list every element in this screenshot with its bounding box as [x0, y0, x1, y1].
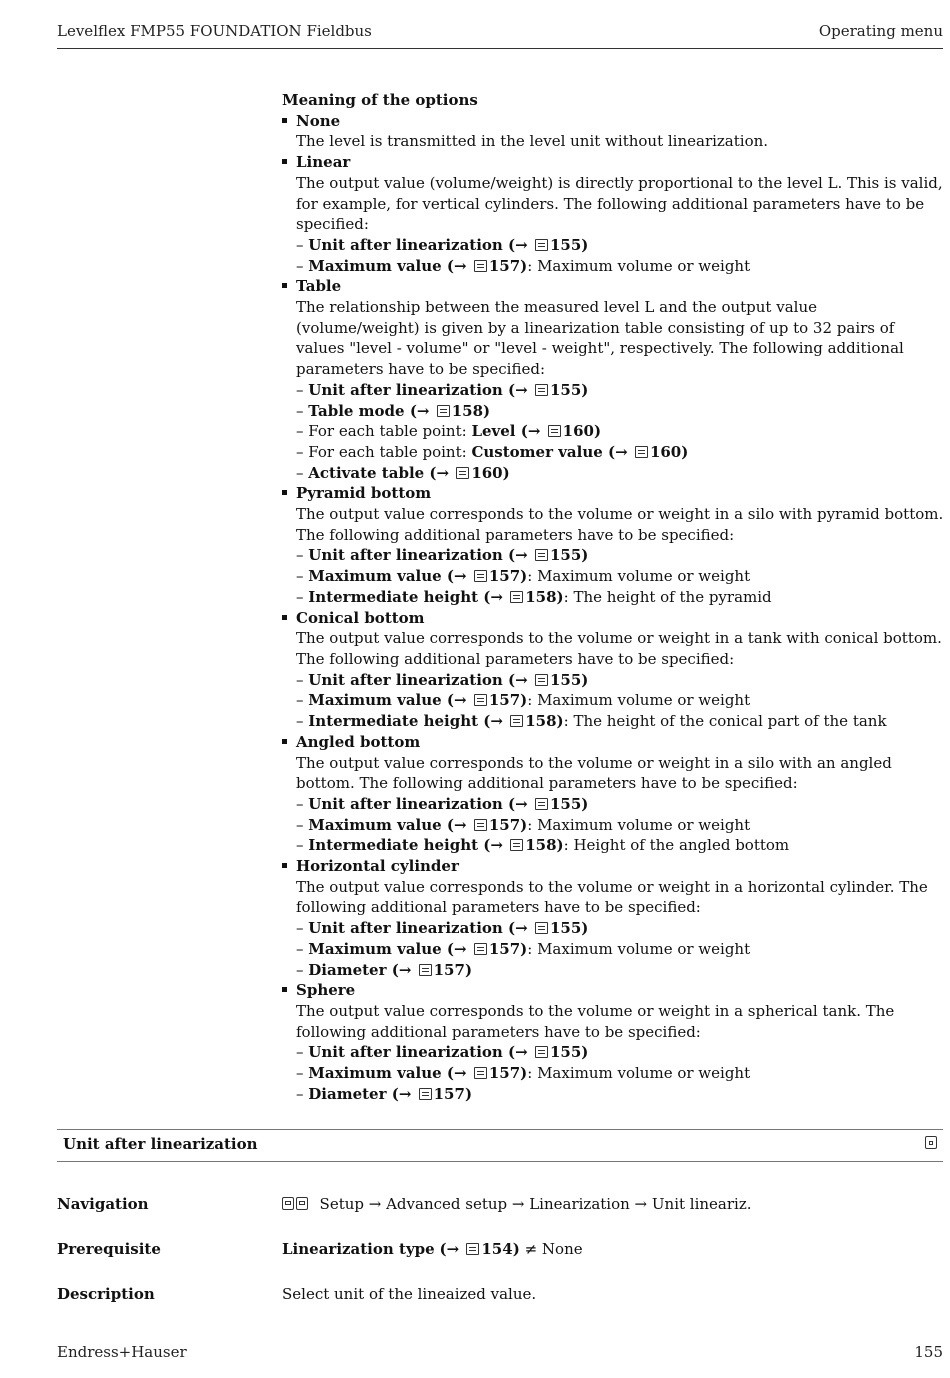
- option-description: The output value corresponds to the volume or weight in a silo with an angled bottom. The following additional parameters have to be specified:: [296, 753, 892, 793]
- page-ref-icon: [419, 1088, 432, 1100]
- option-name: Conical bottom: [296, 608, 425, 627]
- page-ref[interactable]: 158: [525, 712, 557, 731]
- prerequisite-label: Prerequisite: [57, 1240, 161, 1258]
- page-ref[interactable]: 157: [433, 960, 465, 979]
- page-ref[interactable]: 157: [488, 256, 521, 275]
- lock-icon: [925, 1136, 937, 1149]
- parameter-ref: – Unit after linearization (→ 155): [296, 794, 589, 813]
- page-ref-icon: [548, 425, 561, 437]
- options-heading: Meaning of the options: [282, 91, 478, 109]
- parameter-ref: – For each table point: Level (→ 160): [296, 422, 602, 441]
- page-ref-icon: [510, 839, 523, 851]
- page-ref-icon: [419, 964, 432, 976]
- header-section: Operating menu: [818, 22, 943, 40]
- parameter-name: Maximum value: [308, 691, 442, 710]
- bullet-icon: [282, 863, 287, 868]
- section-divider-bottom: [57, 1161, 943, 1162]
- parameter-note: : Maximum volume or weight: [527, 256, 751, 275]
- navigation-label: Navigation: [57, 1195, 149, 1213]
- parameter-ref: – Unit after linearization (→ 155): [296, 380, 589, 399]
- parameter-name: Unit after linearization: [308, 919, 503, 938]
- section-title: Unit after linearization: [63, 1135, 258, 1153]
- prerequisite-condition: ≠ None: [524, 1240, 583, 1258]
- parameter-name: Unit after linearization: [308, 1043, 503, 1062]
- page-ref-icon: [535, 549, 548, 561]
- footer-brand: Endress+Hauser: [57, 1343, 187, 1361]
- description-label: Description: [57, 1285, 155, 1303]
- page-ref-icon: [510, 715, 523, 727]
- page-ref[interactable]: 160: [471, 463, 503, 482]
- parameter-name: Activate table: [308, 463, 425, 482]
- header-title: Levelflex FMP55 FOUNDATION Fieldbus: [57, 22, 372, 40]
- parameter-ref: – Unit after linearization (→ 155): [296, 546, 589, 565]
- option-name: Linear: [296, 153, 351, 172]
- option-item: [282, 732, 944, 856]
- option-name: Horizontal cylinder: [296, 857, 459, 876]
- parameter-name: Maximum value: [308, 1064, 442, 1083]
- prerequisite-param: Linearization type: [282, 1240, 435, 1258]
- parameter-name: Intermediate height: [308, 836, 479, 855]
- parameter-name: Unit after linearization: [308, 794, 503, 813]
- option-description: The output value (volume/weight) is directly proportional to the level L. This is valid, for example, for vertical cylinders. The following additional parameters have to be specified:: [296, 173, 943, 234]
- parameter-name: Intermediate height: [308, 712, 479, 731]
- page-ref[interactable]: 160: [649, 442, 682, 461]
- parameter-note: : Maximum volume or weight: [527, 691, 751, 710]
- navigation-path: Setup → Advanced setup → Linearization → Unit lineariz.: [319, 1195, 752, 1213]
- option-item: [282, 980, 944, 1104]
- parameter-ref: – Maximum value (→ 157): Maximum volume or weight: [296, 256, 751, 275]
- page-ref[interactable]: 157: [433, 1084, 465, 1103]
- options-list: [282, 90, 944, 1104]
- page-ref[interactable]: 155: [549, 546, 582, 565]
- page-ref[interactable]: 155: [549, 235, 582, 254]
- parameter-ref: – Unit after linearization (→ 155): [296, 235, 589, 254]
- page-ref-icon: [535, 922, 548, 934]
- parameter-ref: – Maximum value (→ 157): Maximum volume or weight: [296, 567, 751, 586]
- parameter-name: Maximum value: [308, 939, 442, 958]
- parameter-ref: – Intermediate height (→ 158): Height of the angled bottom: [296, 836, 790, 855]
- page-ref[interactable]: 155: [549, 1043, 582, 1062]
- option-name: Sphere: [296, 981, 356, 1000]
- option-item: [282, 856, 944, 980]
- page-ref-icon: [635, 446, 648, 458]
- parameter-note: : Maximum volume or weight: [527, 567, 751, 586]
- bullet-icon: [282, 283, 287, 288]
- page-ref-icon: [466, 1243, 479, 1255]
- option-item: [282, 276, 944, 483]
- option-description: The relationship between the measured level L and the output value (volume/weight) is given by a linearization table consisting of up to 32 pairs of values "level - volume" or "level - weight", respectively. The following additional parameters have to be specified:: [296, 298, 904, 379]
- parameter-name: Level: [471, 422, 516, 441]
- page-ref[interactable]: 155: [549, 380, 582, 399]
- option-description: The output value corresponds to the volume or weight in a tank with conical bottom. The following additional parameters have to be specified:: [296, 629, 942, 668]
- page-ref-icon: [474, 694, 487, 706]
- parameter-note: : Height of the angled bottom: [563, 836, 790, 855]
- bullet-icon: [282, 615, 287, 620]
- page-ref-icon: [535, 1046, 548, 1058]
- expert-icon: [282, 1197, 294, 1210]
- page-ref[interactable]: 157: [488, 939, 521, 958]
- parameter-name: Diameter: [308, 960, 387, 979]
- parameter-ref: – Table mode (→ 158): [296, 401, 491, 420]
- page-ref-icon: [535, 239, 548, 251]
- parameter-ref: – Maximum value (→ 157): Maximum volume or weight: [296, 1064, 751, 1083]
- parameter-ref: – Diameter (→ 157): [296, 1084, 473, 1103]
- page-ref-icon: [456, 467, 469, 479]
- page-ref[interactable]: 160: [562, 422, 594, 441]
- parameter-name: Customer value: [471, 442, 603, 461]
- parameter-name: Intermediate height: [308, 587, 479, 606]
- option-description: The output value corresponds to the volume or weight in a spherical tank. The following additional parameters have to be specified:: [296, 1001, 895, 1041]
- parameter-note: : Maximum volume or weight: [527, 939, 751, 958]
- parameter-note: : Maximum volume or weight: [527, 815, 751, 834]
- bullet-icon: [282, 159, 287, 164]
- page-ref-icon: [535, 384, 548, 396]
- option-description: The output value corresponds to the volume or weight in a silo with pyramid bottom. The following additional parameters have to be specified:: [296, 505, 944, 544]
- page-ref-icon: [535, 798, 548, 810]
- bullet-icon: [282, 739, 287, 744]
- page-ref-icon: [474, 570, 487, 582]
- page-ref-icon: [474, 943, 487, 955]
- page-ref[interactable]: 157: [488, 815, 521, 834]
- parameter-ref: – Maximum value (→ 157): Maximum volume or weight: [296, 691, 751, 710]
- parameter-ref: – Activate table (→ 160): [296, 463, 510, 482]
- option-description: The output value corresponds to the volume or weight in a horizontal cylinder. The following additional parameters have to be specified:: [296, 877, 928, 917]
- bullet-icon: [282, 987, 287, 992]
- option-item: [282, 111, 944, 152]
- prerequisite-page[interactable]: 154: [481, 1240, 513, 1258]
- parameter-name: Diameter: [308, 1084, 387, 1103]
- page-ref[interactable]: 155: [549, 794, 582, 813]
- page-ref[interactable]: 155: [549, 919, 582, 938]
- parameter-ref: – Unit after linearization (→ 155): [296, 670, 589, 689]
- parameter-name: Unit after linearization: [308, 380, 503, 399]
- parameter-ref: – Unit after linearization (→ 155): [296, 1043, 589, 1062]
- parameter-name: Unit after linearization: [308, 670, 503, 689]
- parameter-name: Table mode: [308, 401, 405, 420]
- header-divider: [57, 48, 943, 49]
- display-icon: [296, 1197, 308, 1210]
- page-ref[interactable]: 157: [488, 1064, 521, 1083]
- bullet-icon: [282, 490, 287, 495]
- parameter-prefix: For each table point:: [308, 422, 472, 441]
- option-name: Pyramid bottom: [296, 484, 432, 503]
- description-text: Select unit of the lineaized value.: [282, 1285, 537, 1303]
- parameter-ref: – Diameter (→ 157): [296, 960, 473, 979]
- page-number: 155: [914, 1343, 943, 1361]
- page-ref[interactable]: 158: [525, 587, 557, 606]
- option-item: [282, 152, 944, 276]
- option-item: [282, 483, 944, 607]
- parameter-name: Unit after linearization: [308, 235, 503, 254]
- parameter-note: : The height of the conical part of the tank: [563, 712, 887, 731]
- bullet-icon: [282, 118, 287, 123]
- parameter-ref: – Maximum value (→ 157): Maximum volume or weight: [296, 815, 751, 834]
- page-ref-icon: [535, 674, 548, 686]
- page-ref-icon: [437, 405, 450, 417]
- parameter-prefix: For each table point:: [308, 442, 472, 461]
- parameter-name: Maximum value: [308, 815, 442, 834]
- parameter-name: Maximum value: [308, 256, 442, 275]
- parameter-note: : The height of the pyramid: [563, 587, 772, 606]
- prerequisite-value: Linearization type (→ 154) ≠ None: [282, 1240, 583, 1258]
- parameter-name: Maximum value: [308, 567, 442, 586]
- parameter-ref: – Unit after linearization (→ 155): [296, 919, 589, 938]
- option-name: Angled bottom: [296, 732, 421, 751]
- parameter-ref: – Maximum value (→ 157): Maximum volume or weight: [296, 939, 751, 958]
- page-ref[interactable]: 157: [488, 567, 521, 586]
- parameter-ref: – Intermediate height (→ 158): The height of the pyramid: [296, 587, 772, 606]
- page-ref[interactable]: 155: [549, 670, 582, 689]
- parameter-ref: – For each table point: Customer value (→ 160): [296, 442, 689, 461]
- page-ref[interactable]: 157: [488, 691, 521, 710]
- page-ref-icon: [474, 260, 487, 272]
- option-name: Table: [296, 277, 342, 296]
- page-ref-icon: [474, 1067, 487, 1079]
- section-divider-top: [57, 1129, 943, 1130]
- page-ref[interactable]: 158: [525, 836, 557, 855]
- page-ref-icon: [474, 819, 487, 831]
- parameter-ref: – Intermediate height (→ 158): The height of the conical part of the tank: [296, 712, 887, 731]
- navigation-value: [282, 1195, 752, 1213]
- parameter-note: : Maximum volume or weight: [527, 1064, 751, 1083]
- option-name: None: [296, 111, 341, 130]
- page-ref-icon: [510, 591, 523, 603]
- page-ref[interactable]: 158: [451, 401, 484, 420]
- option-item: [282, 608, 944, 732]
- option-description: The level is transmitted in the level unit without linearization.: [296, 132, 769, 151]
- parameter-name: Unit after linearization: [308, 546, 503, 565]
